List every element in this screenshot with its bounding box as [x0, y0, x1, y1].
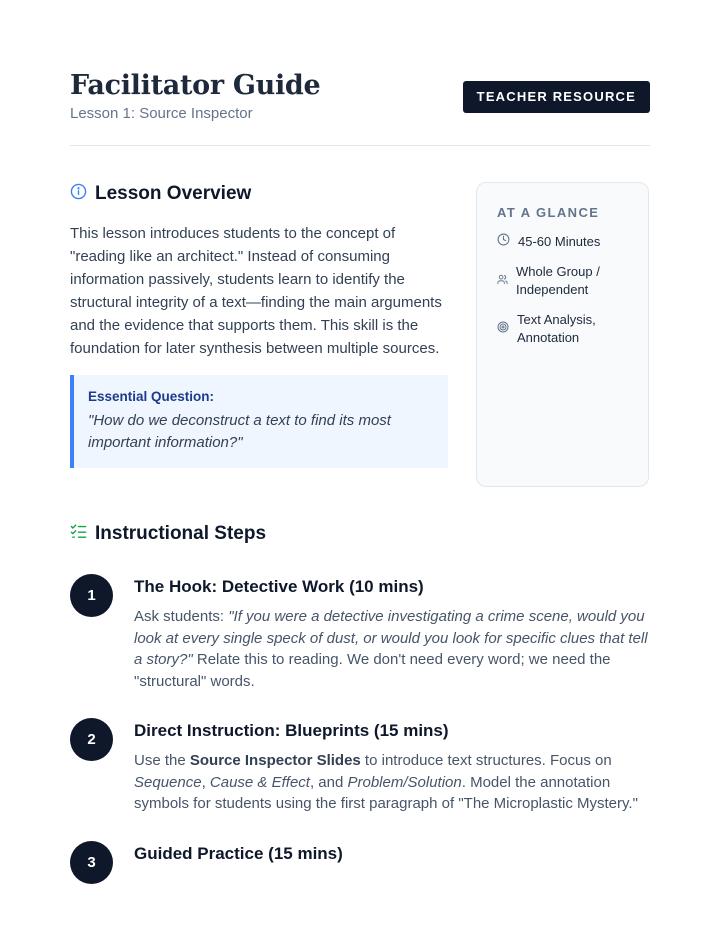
step-item — [70, 576, 650, 692]
structure-term: Sequence — [134, 773, 202, 791]
step-text: . Model the annotation symbols for students using the first paragraph of "The Microplastic Mystery." — [134, 773, 638, 812]
step-description — [134, 606, 650, 692]
step-number-badge: 3 — [70, 841, 113, 884]
lesson-overview-heading-text: Lesson Overview — [95, 183, 252, 204]
step-item — [70, 720, 650, 815]
target-icon — [497, 320, 509, 338]
checklist-icon — [70, 523, 87, 546]
step-text: Ask students: — [134, 608, 229, 625]
lesson-overview-section — [70, 180, 448, 468]
step-title: Direct Instruction: Blueprints (15 mins) — [134, 721, 449, 740]
teacher-resource-badge: TEACHER RESOURCE — [463, 81, 650, 113]
step-quote: "If you were a detective investigating a crime scene, would you look at every single speck of dust, or would you look for specific clues that tell a story?" — [134, 608, 648, 668]
structure-term: Cause & Effect — [209, 773, 310, 791]
users-icon — [497, 272, 508, 290]
step-description — [134, 750, 650, 815]
step-title: Guided Practice (15 mins) — [134, 843, 343, 863]
instructional-steps-heading — [70, 520, 650, 548]
header-divider — [70, 145, 650, 146]
lesson-overview-heading — [70, 180, 448, 208]
step-number-badge: 1 — [70, 574, 113, 617]
glance-item-skills — [497, 311, 632, 347]
step-number-badge: 2 — [70, 718, 113, 761]
instructional-steps-heading-text: Instructional Steps — [95, 523, 267, 544]
step-title: The Hook: Detective Work (10 mins) — [134, 577, 424, 596]
slides-reference: Source Inspector Slides — [189, 752, 361, 769]
page-header — [70, 70, 650, 126]
instructional-steps-section — [70, 520, 650, 871]
essential-question-box — [70, 375, 448, 468]
info-icon — [70, 183, 87, 206]
step-item — [70, 843, 650, 871]
at-a-glance-title: AT A GLANCE — [497, 205, 600, 220]
step-text: to introduce text structures. Focus on — [360, 752, 612, 769]
clock-icon — [497, 233, 510, 251]
glance-item-label: Whole Group / Independent — [516, 264, 600, 297]
glance-item-duration — [497, 233, 632, 251]
page-subtitle: Lesson 1: Source Inspector — [70, 105, 253, 122]
glance-item-label: 45-60 Minutes — [518, 234, 601, 249]
glance-item-grouping — [497, 263, 632, 299]
step-text: , — [201, 773, 210, 791]
essential-question-text: "How do we deconstruct a text to find its most important information?" — [88, 412, 391, 451]
step-text: , and — [309, 773, 348, 791]
step-text: Relate this to reading. We don't need every word; we need the "structural" words. — [134, 651, 611, 690]
step-text: Use the — [134, 752, 190, 769]
at-a-glance-card — [476, 182, 649, 487]
structure-term: Problem/Solution — [347, 773, 462, 791]
glance-item-label: Text Analysis, Annotation — [517, 312, 596, 345]
page-title: Facilitator Guide — [70, 70, 321, 101]
essential-question-label: Essential Question: — [88, 389, 215, 404]
lesson-overview-text: This lesson introduces students to the concept of "reading like an architect." Instead of consuming information passively, students learn to identify the structural integrity of a text—finding the main arguments and the evidence that supports them. This skill is the foundation for later synthesis between multiple sources. — [70, 225, 442, 357]
